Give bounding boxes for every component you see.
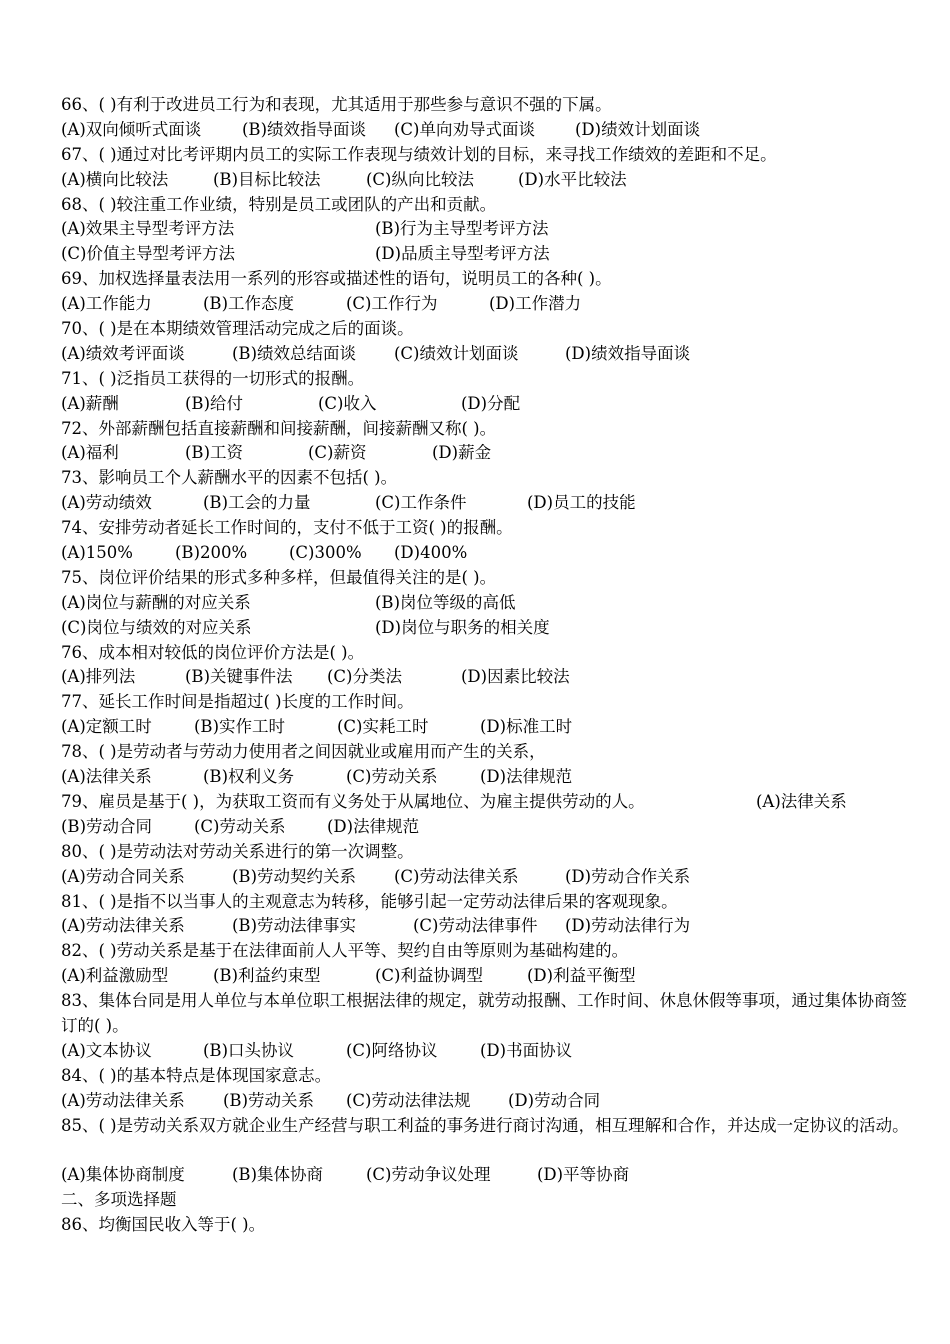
option-a: (A)工作能力 <box>61 294 152 314</box>
option-b: (B)劳动契约关系 <box>232 866 356 886</box>
options-83 <box>61 1039 921 1064</box>
options-82 <box>61 964 921 989</box>
option-d: (D)劳动合同 <box>508 1090 601 1110</box>
option-c: (C)阿络协议 <box>346 1040 438 1060</box>
option-c: (C)实耗工时 <box>337 717 429 737</box>
option-d: (D)水平比较法 <box>518 169 627 189</box>
option-b: (B)利益约束型 <box>213 966 321 986</box>
option-b: (B)岗位等级的高低 <box>375 592 516 612</box>
option-a: (A)定额工时 <box>61 717 152 737</box>
question-71: 71、( )泛指员工获得的一切形式的报酬。 <box>61 368 365 388</box>
option-b: (B)行为主导型考评方法 <box>375 219 549 239</box>
option-b: (B)工资 <box>185 443 243 463</box>
option-b: (B)工作态度 <box>203 294 294 314</box>
options-75-row2 <box>61 616 921 641</box>
option-a: (A)集体协商制度 <box>61 1165 185 1185</box>
option-d: (D)薪金 <box>432 443 492 463</box>
option-c: (C)分类法 <box>327 667 402 687</box>
option-c: (C)利益协调型 <box>375 966 483 986</box>
options-80 <box>61 865 921 890</box>
question-84: 84、( )的基本特点是体现国家意志。 <box>61 1065 332 1085</box>
option-a: (A)薪酬 <box>61 393 119 413</box>
question-85: 85、( )是劳动关系双方就企业生产经营与职工利益的事务进行商讨沟通，相互理解和合作，并达成一定协议的活动。 <box>61 1115 909 1135</box>
question-67: 67、( )通过对比考评期内员工的实际工作表现与绩效计划的目标，来寻找工作绩效的差距和不足。 <box>61 144 777 164</box>
option-a: (A)150% <box>61 543 133 563</box>
option-d: (D)平等协商 <box>537 1165 630 1185</box>
option-c: (C)劳动关系 <box>346 767 438 787</box>
question-78: 78、( )是劳动者与劳动力使用者之间因就业或雇用而产生的关系， <box>61 742 546 762</box>
options-67 <box>61 168 921 193</box>
option-c: (C)薪资 <box>308 443 367 463</box>
option-a: (A)绩效考评面谈 <box>61 343 185 363</box>
options-68-row1 <box>61 217 921 242</box>
option-d: (D)利益平衡型 <box>527 966 636 986</box>
option-c: (C)绩效计划面谈 <box>394 343 519 363</box>
option-a: (A)劳动合同关系 <box>61 866 185 886</box>
option-d: (D)法律规范 <box>327 816 420 836</box>
option-c: (C)收入 <box>318 393 377 413</box>
option-c: (C)价值主导型考评方法 <box>61 244 235 264</box>
options-70 <box>61 342 921 367</box>
question-86: 86、均衡国民收入等于( )。 <box>61 1215 266 1235</box>
option-b: (B)实作工时 <box>194 717 285 737</box>
question-70: 70、( )是在本期绩效管理活动完成之后的面谈。 <box>61 319 414 339</box>
option-b: (B)绩效总结面谈 <box>232 343 356 363</box>
question-81: 81、( )是指不以当事人的主观意志为转移，能够引起一定劳动法律后果的客观现象。 <box>61 891 678 911</box>
question-76: 76、成本相对较低的岗位评价方法是( )。 <box>61 642 365 662</box>
option-a: (A)横向比较法 <box>61 169 169 189</box>
option-d: (D)工作潜力 <box>489 294 582 314</box>
option-c: (C)岗位与绩效的对应关系 <box>61 617 252 637</box>
question-79: 79、雇员是基于( )，为获取工资而有义务处于从属地位、为雇主提供劳动的人。 <box>61 791 645 811</box>
option-c: (C)劳动法律法规 <box>346 1090 471 1110</box>
option-d: (D)因素比较法 <box>461 667 570 687</box>
options-81 <box>61 914 921 939</box>
option-b: (B)给付 <box>185 393 243 413</box>
option-a: (A)劳动绩效 <box>61 493 152 513</box>
options-85 <box>61 1163 921 1188</box>
option-a: (A)双向倾听式面谈 <box>61 119 202 139</box>
option-d: (D)品质主导型考评方法 <box>375 244 550 264</box>
option-c: (C)单向劝导式面谈 <box>394 119 535 139</box>
option-b: (B)工会的力量 <box>203 493 311 513</box>
option-a: (A)文本协议 <box>61 1040 152 1060</box>
option-d: (D)岗位与职务的相关度 <box>375 617 550 637</box>
options-73 <box>61 491 921 516</box>
option-b: (B)权利义务 <box>203 767 294 787</box>
options-78 <box>61 765 921 790</box>
option-b: (B)关键事件法 <box>185 667 293 687</box>
option-d: (D)法律规范 <box>480 767 573 787</box>
option-d: (D)400% <box>394 543 468 563</box>
option-b: (B)绩效指导面谈 <box>242 119 366 139</box>
option-c: (C)300% <box>289 543 362 563</box>
option-a: (A)效果主导型考评方法 <box>61 219 235 239</box>
document-page <box>61 93 921 1238</box>
option-c: (C)劳动法律关系 <box>394 866 519 886</box>
options-76 <box>61 665 921 690</box>
option-a: (A)劳动法律关系 <box>61 916 185 936</box>
option-d: (D)绩效指导面谈 <box>565 343 691 363</box>
option-b: (B)劳动法律事实 <box>232 916 356 936</box>
option-a: (A)排列法 <box>61 667 136 687</box>
options-77 <box>61 715 921 740</box>
option-c: (C)劳动关系 <box>194 816 286 836</box>
options-66 <box>61 118 921 143</box>
question-68: 68、( )较注重工作业绩，特别是员工或团队的产出和贡献。 <box>61 194 497 214</box>
option-b: (B)劳动关系 <box>223 1090 314 1110</box>
question-66: 66、( )有利于改进员工行为和表现，尤其适用于那些参与意识不强的下属。 <box>61 95 612 114</box>
option-b: (B)集体协商 <box>232 1165 323 1185</box>
option-b: (B)200% <box>175 543 248 563</box>
options-68-row2 <box>61 242 921 267</box>
question-77: 77、延长工作时间是指超过( )长度的工作时间。 <box>61 692 414 712</box>
options-79 <box>61 815 921 840</box>
question-79-line <box>61 790 921 815</box>
option-d: (D)分配 <box>461 393 521 413</box>
options-84 <box>61 1089 921 1114</box>
options-75-row1 <box>61 591 921 616</box>
question-83: 83、集体台同是用人单位与本单位职工根据法律的规定，就劳动报酬、工作时间、休息休假等事项，通过集体协商签订的( )。 <box>61 991 907 1035</box>
option-a: (A)法律关系 <box>61 767 152 787</box>
option-a: (A)岗位与薪酬的对应关系 <box>61 592 251 612</box>
option-b: (B)目标比较法 <box>213 169 321 189</box>
option-c: (C)劳动法律事件 <box>413 916 538 936</box>
question-72: 72、外部薪酬包括直接薪酬和间接薪酬，间接薪酬又称( )。 <box>61 418 497 438</box>
option-d: (D)绩效计划面谈 <box>575 119 701 139</box>
option-c: (C)劳动争议处理 <box>366 1165 491 1185</box>
option-d: (D)员工的技能 <box>527 493 636 513</box>
option-c: (C)工作条件 <box>375 493 467 513</box>
options-69 <box>61 292 921 317</box>
option-d: (D)劳动法律行为 <box>565 916 691 936</box>
option-a: (A)福利 <box>61 443 119 463</box>
section-title: 二、多项选择题 <box>61 1190 177 1210</box>
option-a: (A)法律关系 <box>756 791 847 811</box>
question-82: 82、( )劳动关系是基于在法律面前人人平等、契约自由等原则为基础构建的。 <box>61 941 629 961</box>
option-a: (A)利益激励型 <box>61 966 169 986</box>
option-c: (C)纵向比较法 <box>366 169 474 189</box>
options-72 <box>61 441 921 466</box>
option-d: (D)劳动合作关系 <box>565 866 691 886</box>
option-c: (C)工作行为 <box>346 294 438 314</box>
question-75: 75、岗位评价结果的形式多种多样，但最值得关注的是( )。 <box>61 567 497 587</box>
options-71 <box>61 392 921 417</box>
question-73: 73、影响员工个人薪酬水平的因素不包括( )。 <box>61 468 398 488</box>
question-74: 74、安排劳动者延长工作时间的，支付不低于工资( )的报酬。 <box>61 518 513 538</box>
option-d: (D)标准工时 <box>480 717 573 737</box>
option-b: (B)口头协议 <box>203 1040 294 1060</box>
options-74 <box>61 541 921 566</box>
question-80: 80、( )是劳动法对劳动关系进行的第一次调整。 <box>61 841 414 861</box>
option-d: (D)书面协议 <box>480 1040 573 1060</box>
option-b: (B)劳动合同 <box>61 816 152 836</box>
option-a: (A)劳动法律关系 <box>61 1090 185 1110</box>
question-69: 69、加权选择量表法用一系列的形容或描述性的语句，说明员工的各种( )。 <box>61 269 612 289</box>
